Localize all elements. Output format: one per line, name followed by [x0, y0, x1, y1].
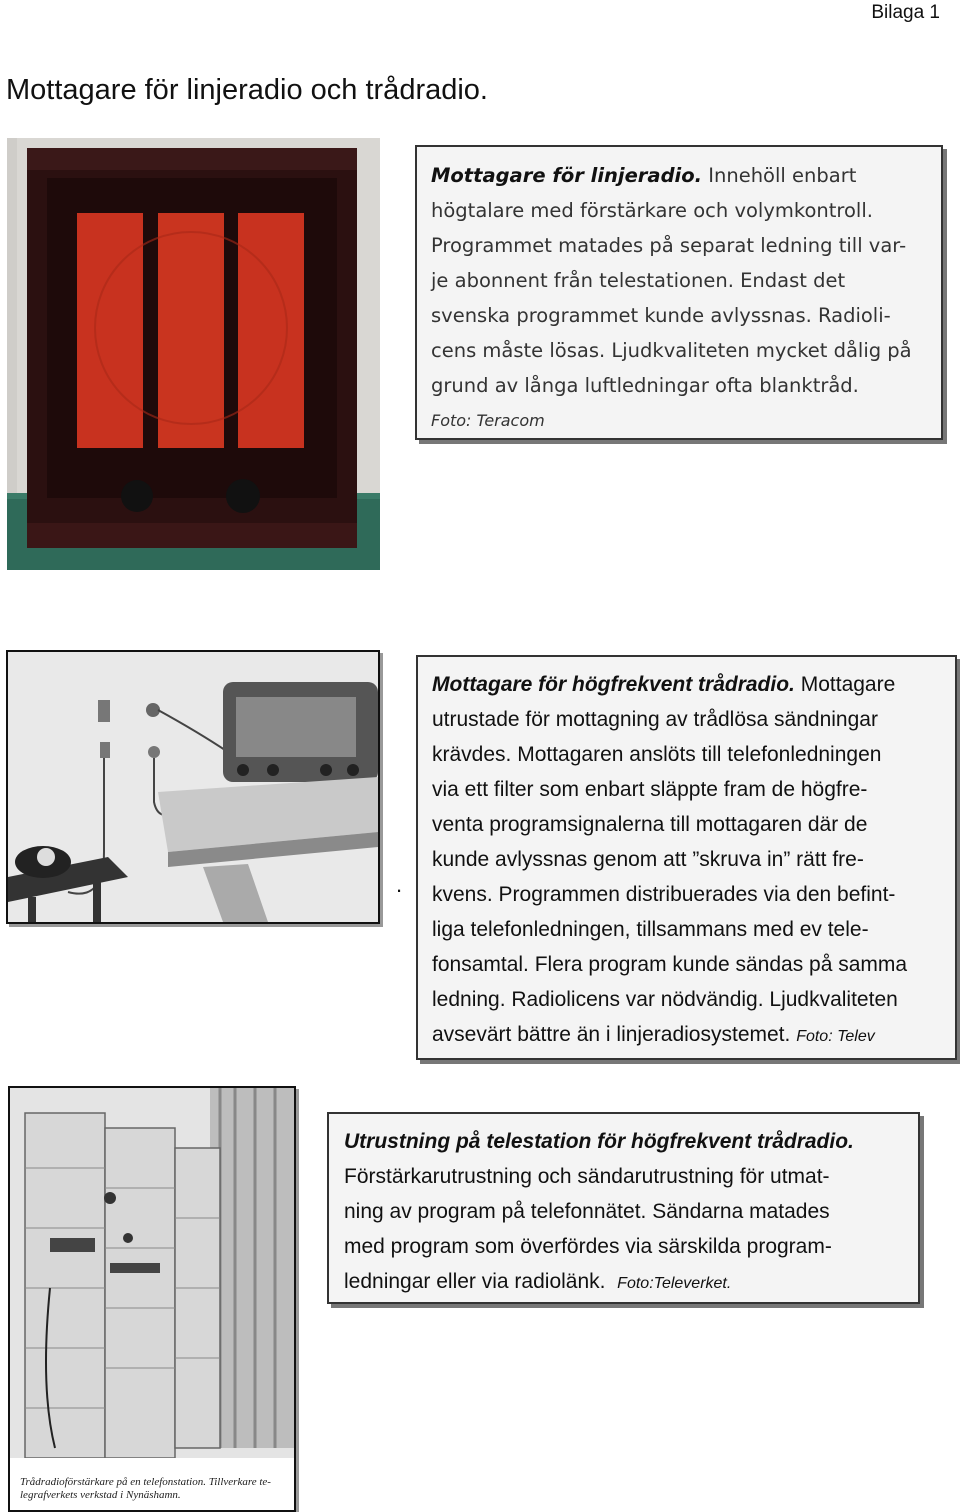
text-line: liga telefonledningen, tillsammans med ev tele- [432, 918, 869, 941]
text-line: via ett filter som enbart släppte fram de högfre- [432, 778, 868, 801]
text-line: kvens. Programmen distribuerades via den befint- [432, 883, 896, 906]
text-line: venta programsignalerna till mottagaren där de [432, 813, 868, 836]
text-line: Mottagare [800, 673, 896, 696]
section-lead: Utrustning på telestation för högfrekvent trådradio. [344, 1130, 854, 1153]
caption-line: legrafverkets verkstad i Nynäshamn. [20, 1489, 181, 1501]
text-line: ledningar eller via radiolänk. [344, 1270, 606, 1293]
text-line: ledning. Radiolicens var nödvändig. Ljudkvaliteten [432, 988, 898, 1011]
photo-line-radio-receiver [7, 138, 380, 570]
text-line: Förstärkarutrustning och sändarutrustning för utmat- [344, 1165, 830, 1188]
text-line: Innehöll enbart [708, 164, 857, 187]
section-lead: Mottagare för högfrekvent trådradio. [432, 673, 795, 696]
text-line: Programmet matades på separat ledning till var- [431, 234, 907, 257]
caption-line: Trådradioförstärkare på en telefonstation. Tillverkare te- [20, 1476, 271, 1488]
text-line: med program som överfördes via särskilda program- [344, 1235, 832, 1258]
photo-wired-radio-receiver [6, 650, 380, 924]
page-title: Mottagare för linjeradio och trådradio. [6, 74, 488, 106]
text-line: avsevärt bättre än i linjeradiosystemet. [432, 1023, 791, 1046]
text-line: fonsamtal. Flera program kunde sändas på samma [432, 953, 908, 976]
section-lead: Mottagare för linjeradio. [431, 164, 703, 187]
photo-credit: Foto: Teracom [431, 411, 545, 430]
photo-credit: Foto: Telev [796, 1028, 875, 1045]
text-line: ning av program på telefonnätet. Sändarna matades [344, 1200, 830, 1223]
text-line: cens måste lösas. Ljudkvaliteten mycket dålig på [431, 339, 912, 362]
text-line: utrustade för mottagning av trådlösa sändningar [432, 708, 878, 731]
text-line: högtalare med förstärkare och volymkontroll. [431, 199, 873, 222]
text-line: svenska programmet kunde avlyssnas. Radioli- [431, 304, 891, 327]
appendix-label: Bilaga 1 [871, 2, 940, 23]
text-box-telestation [327, 1112, 920, 1304]
photo-telestation-equipment [8, 1086, 296, 1512]
stray-mark: . [396, 872, 403, 897]
text-line: grund av långa luftledningar ofta blanktråd. [431, 374, 859, 397]
photo-caption [20, 1476, 271, 1502]
text-line: kunde avlyssnas genom att ”skruva in” rätt fre- [432, 848, 864, 871]
text-line: krävdes. Mottagaren anslöts till telefonledningen [432, 743, 882, 766]
text-box-line-radio [415, 145, 943, 440]
text-box-wired-radio [416, 655, 957, 1060]
photo-credit: Foto:Televerket. [617, 1275, 732, 1292]
text-line: je abonnent från telestationen. Endast det [431, 269, 846, 292]
